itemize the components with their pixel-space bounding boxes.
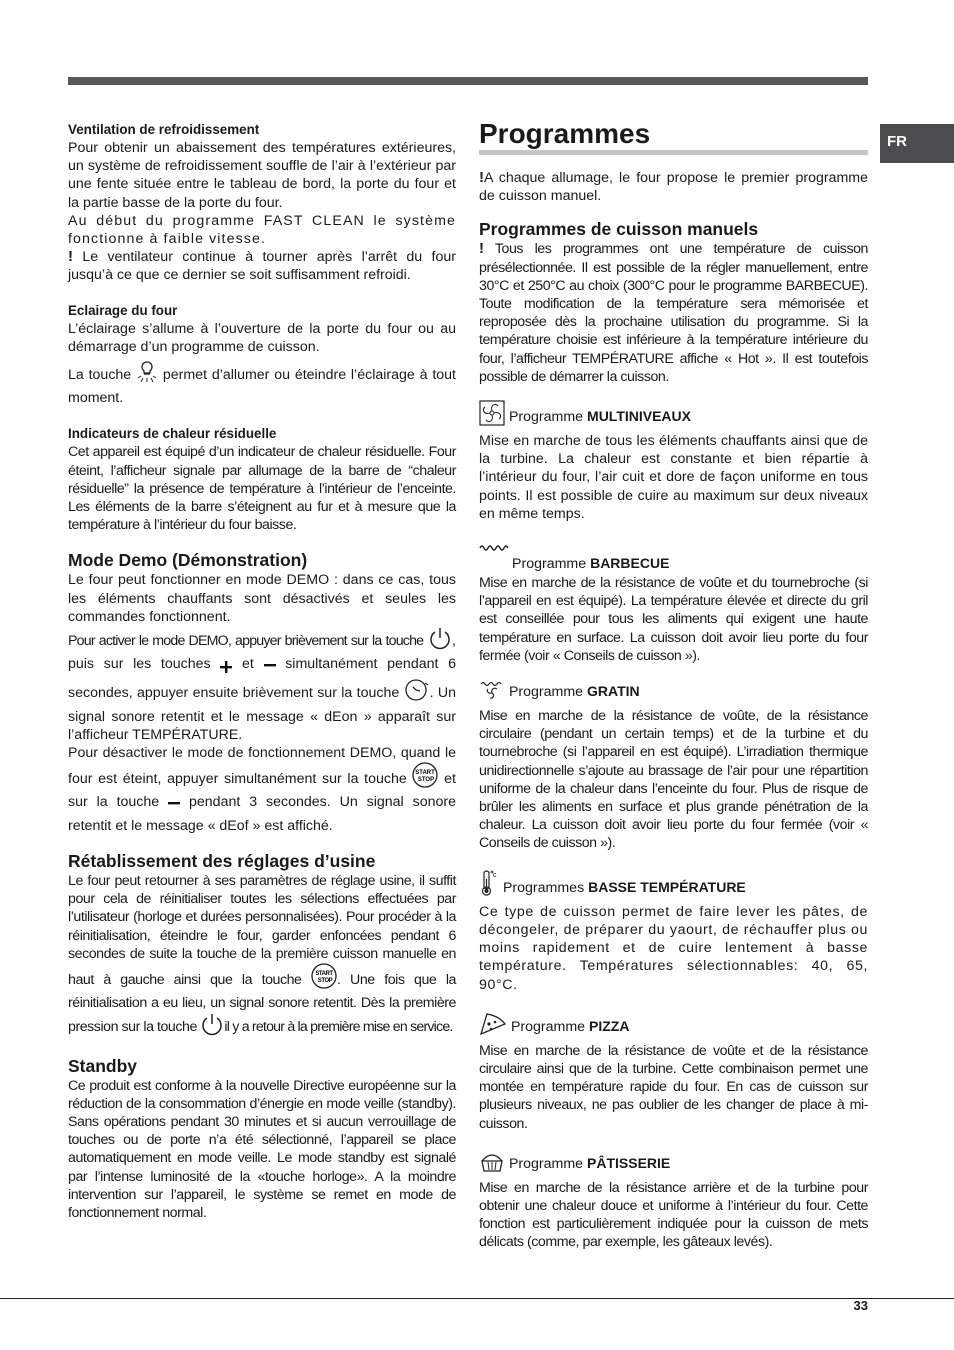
manual-heading: Programmes de cuisson manuels [479,219,759,240]
program-text: Mise en marche de la résistance de voûte et de la résistance circulaire ainsi que de la turbine. Cette combinaison permet une montée en température rapide du four. En cas de cuisson sur plusieurs niveaux, ne pas oublier de les changer de place à mi-cuisson. [479,1042,868,1132]
program-multiniveaux: Programme MULTINIVEAUX Mise en marche de tous les éléments chauffants ainsi que de la turbine. La chaleur est constante et bien répartie à l’intérieur du four, l’air cuit et dore de façon uniforme en tous points. Il est possible de cuire au maximum sur deux niveaux en même temps. [479,400,868,523]
pizza-icon [479,1012,507,1042]
start-stop-icon [412,762,438,793]
standby-paragraph: Ce produit est conforme à la nouvelle Directive européenne sur la réduction de la consommation d’énergie en mode veille (standby). Sans opérations pendant 30 minutes et si aucun verrouillage de touches ou de porte n’a été sélectionné, l’appareil se place automatiquement en mode veille. Le mode standby est signalé par l’intense luminosité de la «touche horloge». A la moindre intervention sur l’appareil, le système se remet en mode de fonctionnement normal. [68,1077,456,1221]
heat-heading: Indicateurs de chaleur résiduelle [68,426,277,442]
program-name: GRATIN [587,683,640,700]
program-text: Mise en marche de la résistance de voûte, de la résistance circulaire (pendant un certain temps) et de la turbine et du tournebroche (si l’appareil en est équipé). L’irradiation thermique unidirectionnelle s’ajoute au brassage de l’air pour une répartition uniforme de la chaleur dans l’enceinte du four. Plus de risque de brûler les aliments en surface et plus grande pénétration de la chaleur. La cuisson doit avoir lieu porte du four fermée (voir « Conseils de cuisson »). [479,708,868,852]
demo-paragraph-3: Pour désactiver le mode de fonctionnement DEMO, quand le four est éteint, appuyer simultanément sur la touche START STOP et sur la touche pendant 3 secondes. Un signal sonore retentit et le message « dEof » est affiché. [68,745,456,834]
program-name: PÂTISSERIE [587,1154,671,1171]
grill-icon [479,540,509,556]
program-name: MULTINIVEAUX [587,408,691,425]
power-icon-2 [200,1012,224,1041]
start-stop-icon-2 [311,963,337,994]
vent-paragraph-3: ! Le ventilateur continue à tourner après l’arrêt du four jusqu’à ce que ce dernier se soit suffisamment refroidi. [68,248,456,284]
bottom-rule [0,1298,954,1299]
page-number: 33 [853,1298,868,1313]
left-column [68,121,456,1222]
minus-icon [264,660,276,678]
thermometer-icon [479,869,499,903]
svg-text:c: c [493,871,497,879]
demo-heading: Mode Demo (Démonstration) [68,550,308,571]
demo-paragraph-2: Pour activer le mode DEMO, appuyer brièvement sur la touche , puis sur les touches et simultanément pendant 6 secondes, appuyer ensuite brièvement sur la touche . Un signal sonore retentit et le message « dEon » apparaît sur l’afficheur TEMPÉRATURE. [68,626,456,744]
light-heading: Eclairage du four [68,302,178,318]
program-text: Ce type de cuisson permet de faire lever les pâtes, de décongeler, de préparer du yaourt, de réchauffer plus ou moins rapidement et de cuire lentement à basse température. Températures sélectionnables: 40, 65, 90°C. [479,903,868,993]
vent-paragraph-2: Au début du programme FAST CLEAN le système fonctionne à faible vitesse. [68,212,456,248]
program-text: Mise en marche de la résistance de voûte et du tournebroche (si l’appareil en est équipé). La température élevée et directe du gril est conseillée pour tous les aliments qui exigent une haute température en surface. La cuisson doit avoir lieu porte du four fermée (voir « Conseils de cuisson »). [479,575,868,664]
heat-paragraph: Cet appareil est équipé d’un indicateur de chaleur résiduelle. Four éteint, l’afficheur signale par allumage de la barre de “chaleur résiduelle” la présence de température à l’intérieur de l’enceinte. Les éléments de la barre s’éteignent au fur et à mesure que la température à l’intérieur du four baisse. [68,444,456,534]
language-tab: FR [880,124,954,163]
top-rule [68,77,868,85]
lamp-icon [136,360,158,389]
page-title: Programmes [479,118,868,155]
vent-heading: Ventilation de refroidissement [68,122,260,137]
reset-paragraph: Le four peut retourner à ses paramètres de réglage usine, il suffit pour cela de réinitialiser toutes les sélections effectuées par l’utilisateur (horloge et durées personnalisées). Pour procéder à la réinitialisation, éteindre le four, garder enfoncées pendant 6 secondes de suite la touche de la première cuisson manuelle en haut à gauche ainsi que la touche START STOP . Une fois que la réinitialisation a eu lieu, un signal sonore retentit. Dès la première pression sur la touche il y a retour à la première mise en service. [68,872,456,1042]
plus-icon [220,660,232,678]
program-patisserie: Programme PÂTISSERIE Mise en marche de la résistance arrière et de la turbine pour obtenir une chaleur douce et uniforme à l’intérieur du four. Cette fonction est particulièrement indiquée pour la cuisson de mets délicats (comme, par exemple, les gâteaux levés). [479,1151,868,1252]
clock-icon [404,678,430,707]
program-basse-temperature: c Programmes BASSE TEMPÉRATURE Ce type de cuisson permet de faire lever les pâtes, de décongeler, de préparer du yaourt, de réchauffer plus ou moins rapidement et de cuire lentement à basse température. Températures sélectionnables: 40, 65, 90°C. [479,869,868,994]
reset-heading: Rétablissement des réglages d’usine [68,850,376,871]
program-text: Mise en marche de la résistance arrière et de la turbine pour obtenir une chaleur douce et uniforme à l’intérieur du four. Cette fonction est particulièrement indiquée pour la cuisson de mets délicats (comme, par exemple, les gâteaux levés). [479,1179,868,1251]
svg-text:STOP: STOP [418,777,435,784]
svg-text:START: START [415,770,436,777]
demo-paragraph-1: Le four peut fonctionner en mode DEMO : dans ce cas, tous les éléments chauffants sont désactivés et seules les commandes fonctionnent. [68,572,456,625]
program-name: BARBECUE [590,555,670,572]
program-name: BASSE TEMPÉRATURE [588,878,746,895]
program-name: PIZZA [589,1017,630,1034]
program-text: Mise en marche de tous les éléments chauffants ainsi que de la turbine. La chaleur est constante et bien répartie à l’intérieur du four, l’air cuit et dore de façon uniforme en tous points. Il est possible de cuire au maximum sur deux niveaux en même temps. [479,433,868,522]
standby-heading: Standby [68,1055,138,1076]
program-gratin: Programme GRATIN Mise en marche de la résistance de voûte, de la résistance circulaire (pendant un certain temps) et de la turbine et du tournebroche (si l’appareil en est équipé). L’irradiation thermique unidirectionnelle s’ajoute au brassage de l’air pour une répartition uniforme de la chaleur dans l’enceinte du four. Plus de risque de brûler les aliments en surface et plus grande pénétration de la chaleur. La cuisson doit avoir lieu porte du four fermée (voir « Conseils de cuisson »). [479,683,868,852]
warning-mark-3: ! [479,240,484,258]
minus-icon-2 [168,798,180,816]
program-pizza: Programme PIZZA Mise en marche de la résistance de voûte et de la résistance circulaire ainsi que de la turbine. Cette combinaison permet une montée en température rapide du four. En cas de cuisson sur plusieurs niveaux, ne pas oublier de les changer de place à mi-cuisson. [479,1012,868,1133]
power-icon [428,626,452,655]
warning-mark: ! [68,248,73,266]
fan-icon [479,400,505,432]
gratin-icon [479,681,505,707]
manual-paragraph: ! Tous les programmes ont une température de cuisson présélectionnée. Il est possible de la régler manuellement, entre 30°C et 250°C au choix (300°C pour le programme BARBECUE). Toute modification de la température sera mémorisée et reproposée dès la prochaine utilisation du programme. Si la température choisie est inférieure à la température intérieure du four, l’afficheur TEMPÉRATURE affiche « Hot ». Il est toutefois possible de démarrer la cuisson. [479,240,868,385]
cake-icon [479,1151,505,1179]
program-barbecue: Programme BARBECUE Mise en marche de la résistance de voûte et du tournebroche (si l’appareil en est équipé). La température élevée et directe du gril est conseillée pour tous les aliments qui exigent une haute température en surface. La cuisson doit avoir lieu porte du four fermée (voir « Conseils de cuisson »). [479,539,868,665]
light-paragraph-1: L’éclairage s’allume à l’ouverture de la porte du four ou au démarrage d’un programme de cuisson. [68,320,456,355]
right-column [479,118,868,1252]
svg-text:START: START [315,970,333,977]
vent-paragraph-1: Pour obtenir un abaissement des températures extérieures, un système de refroidissement souffle de l’air à l’extérieur par une fente située entre le tableau de bord, la porte du four et la partie basse de la porte du four. [68,140,456,211]
light-paragraph-2: La touche permet d’allumer ou éteindre l’éclairage à tout moment. [68,360,456,407]
svg-text:STOP: STOP [317,977,333,984]
intro-paragraph: !A chaque allumage, le four propose le premier programme de cuisson manuel. [479,169,868,205]
warning-mark-2: ! [479,169,484,186]
